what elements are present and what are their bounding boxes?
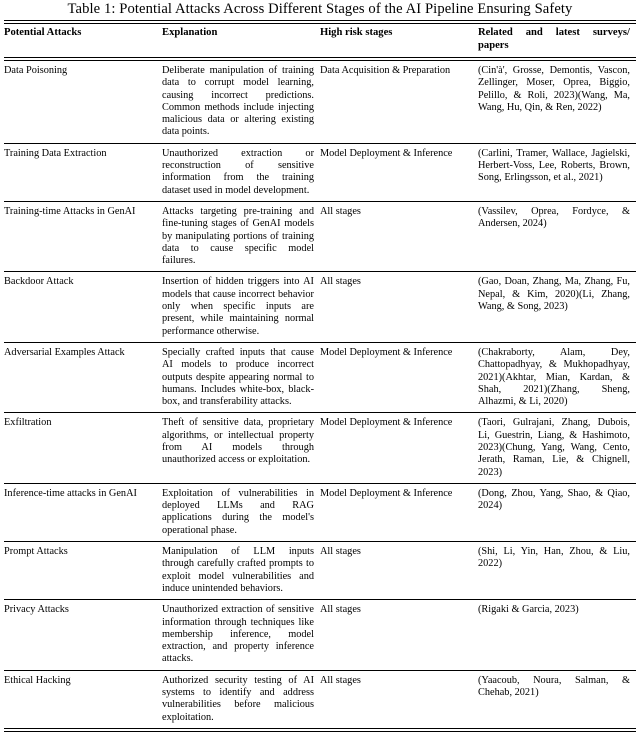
cell-explanation: Manipulation of LLM inputs through carefully crafted prompts to exploit model vulnerabilities and induce unintended behaviors. <box>162 542 320 600</box>
cell-stage: All stages <box>320 670 478 728</box>
cell-explanation: Unauthorized extraction of sensitive information through techniques like membership inference, model extraction, and property inference attacks. <box>162 600 320 670</box>
cell-attack: Training-time Attacks in GenAI <box>4 201 162 271</box>
cell-attack: Exfiltration <box>4 413 162 483</box>
column-header-attack: Potential Attacks <box>4 27 82 39</box>
cell-refs: (Rigaki & Garcia, 2023) <box>478 600 636 670</box>
cell-attack: Prompt Attacks <box>4 542 162 600</box>
table-body <box>4 21 636 732</box>
cell-refs: (Cin'à', Grosse, Demontis, Vascon, Zellinger, Moser, Oprea, Biggio, Pelillo, & Roli, 2023)(Wang, Ma, Wang, Hu, Qin, & Ren, 2022) <box>478 64 630 113</box>
cell-refs: (Dong, Zhou, Yang, Shao, & Qiao, 2024) <box>478 483 636 541</box>
table-row <box>4 272 636 342</box>
cell-stage: All stages <box>320 272 478 342</box>
cell-refs: (Yaacoub, Noura, Salman, & Chehab, 2021) <box>478 670 636 728</box>
cell-refs: (Vassilev, Oprea, Fordyce, & Andersen, 2024) <box>478 201 636 271</box>
cell-refs: (Carlini, Tramer, Wallace, Jagielski, Herbert-Voss, Lee, Roberts, Brown, Song, Erlingsson, et al., 2021) <box>478 143 636 201</box>
table-row <box>4 60 636 143</box>
attacks-table <box>4 20 636 732</box>
cell-refs: (Gao, Doan, Zhang, Ma, Zhang, Fu, Nepal, & Kim, 2020)(Li, Zhang, Wang, & Song, 2023) <box>478 272 636 342</box>
column-header-explanation: Explanation <box>162 27 218 39</box>
cell-stage: Data Acquisition & Preparation <box>320 64 451 76</box>
cell-explanation: Attacks targeting pre-training and fine-tuning stages of GenAI models by manipulating portions of training data to cause specific model failures. <box>162 201 320 271</box>
table-row <box>4 342 636 412</box>
cell-stage: All stages <box>320 600 478 670</box>
cell-explanation: Authorized security testing of AI systems to identify and address vulnerabilities before malicious exploitation. <box>162 670 320 728</box>
table-row <box>4 143 636 201</box>
cell-stage: Model Deployment & Inference <box>320 143 478 201</box>
cell-stage: Model Deployment & Inference <box>320 413 478 483</box>
table-row <box>4 670 636 728</box>
column-header-refs: Related and latest surveys/ papers <box>478 27 630 51</box>
cell-refs: (Chakraborty, Alam, Dey, Chattopadhyay, & Mukhopadhyay, 2021)(Akhtar, Mian, Kardan, & Shah, 2021)(Zhang, Sheng, Alhazmi, & Li, 2020) <box>478 342 636 412</box>
cell-explanation: Exploitation of vulnerabilities in deployed LLMs and RAG applications during the model's operational phase. <box>162 483 320 541</box>
cell-explanation: Insertion of hidden triggers into AI models that cause incorrect behavior only when specific inputs are present, while maintaining normal performance otherwise. <box>162 272 320 342</box>
cell-attack: Data Poisoning <box>4 64 68 76</box>
table-row <box>4 201 636 271</box>
table-row <box>4 542 636 600</box>
cell-explanation: Unauthorized extraction or reconstruction of sensitive information from the training dataset used in model development. <box>162 143 320 201</box>
cell-stage: All stages <box>320 542 478 600</box>
cell-explanation: Theft of sensitive data, proprietary algorithms, or intellectual property from AI models through unauthorized access or exploitation. <box>162 413 320 483</box>
cell-attack: Inference-time attacks in GenAI <box>4 483 162 541</box>
cell-stage: Model Deployment & Inference <box>320 483 478 541</box>
cell-attack: Adversarial Examples Attack <box>4 342 162 412</box>
cell-refs: (Taori, Gulrajani, Zhang, Dubois, Li, Guestrin, Liang, & Hashimoto, 2023)(Chung, Yang, Wang, Cento, Jerath, Raman, Lie, & Chignell, 2023) <box>478 413 636 483</box>
table-row <box>4 600 636 670</box>
cell-attack: Training Data Extraction <box>4 143 162 201</box>
table-bottom-rule <box>4 728 636 731</box>
cell-attack: Backdoor Attack <box>4 272 162 342</box>
cell-stage: Model Deployment & Inference <box>320 342 478 412</box>
table-header-row <box>4 24 636 57</box>
cell-refs: (Shi, Li, Yin, Han, Zhou, & Liu, 2022) <box>478 542 636 600</box>
table-row <box>4 413 636 483</box>
column-header-stage: High risk stages <box>320 27 393 39</box>
cell-attack: Privacy Attacks <box>4 600 162 670</box>
cell-stage: All stages <box>320 201 478 271</box>
table-caption: Table 1: Potential Attacks Across Different Stages of the AI Pipeline Ensuring Safety <box>67 1 573 17</box>
table-row <box>4 483 636 541</box>
cell-attack: Ethical Hacking <box>4 670 162 728</box>
cell-explanation: Specially crafted inputs that cause AI models to produce incorrect outputs despite appearing normal to humans. Includes white-box, black-box, and transferability attacks. <box>162 342 320 412</box>
cell-explanation: Deliberate manipulation of training data to corrupt model learning, causing incorrect predictions. Common methods include injecting malicious data or altering existing data points. <box>162 64 314 138</box>
